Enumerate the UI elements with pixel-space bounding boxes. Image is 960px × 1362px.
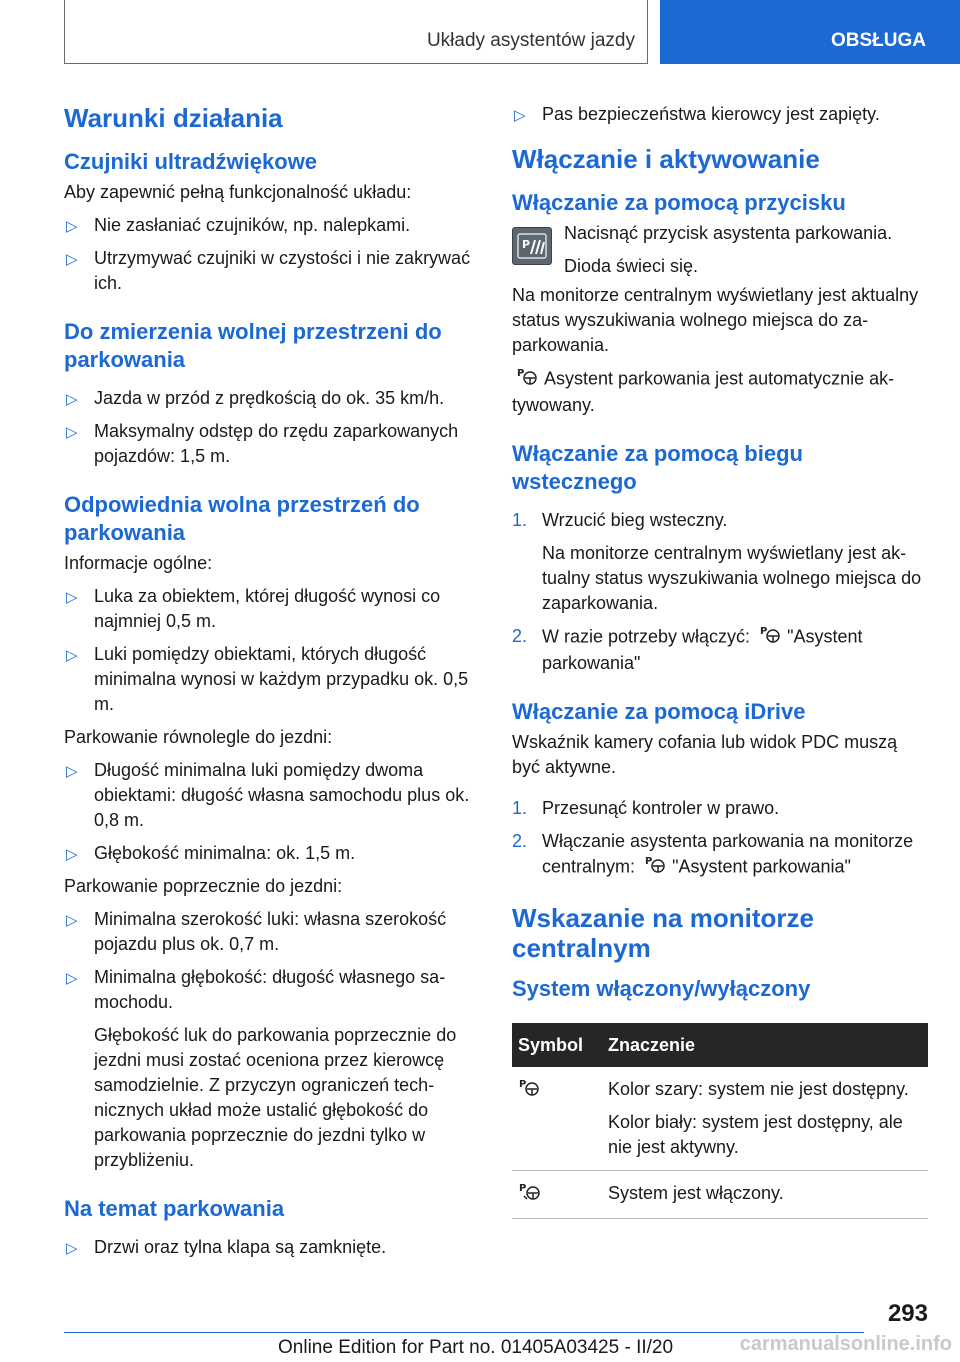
parallel-parking-label: Parkowanie równolegle do jezdni: [64, 727, 333, 747]
ultrasonic-intro: Aby zapewnić pełną funkcjonalność układu: [64, 182, 412, 202]
parking-assistant-button-icon [512, 227, 552, 265]
list-item: ▷ Długość minimalna luki pomiędzy dwoma obiektami: długość własna samochodu plus ok. 0,8 m. [66, 760, 470, 830]
list-item: ▷ Pas bezpieczeństwa kierowcy jest zapięty. [512, 102, 928, 127]
auto-activated-text: P Asystent parkowania jest automatycznie aktywowany. [512, 368, 895, 415]
list-item: 1. Wrzucić bieg wsteczny. Na monitorze centralnym wyświetlany jest aktualny status wyszukiwania wolnego miejsca do zaparkowania. [512, 510, 922, 613]
header-section-title: Układy asystentów jazdy [426, 30, 635, 51]
header-chapter-label: OBSŁUGA [831, 30, 926, 51]
meaning-cell: System jest włączony. [602, 1171, 928, 1219]
footer-edition: Online Edition for Part no. 01405A03425 - II/20 [278, 1337, 674, 1358]
list-item: ▷ Drzwi oraz tylna klapa są zamknięte. [64, 1235, 480, 1260]
parallel-parking-list [64, 758, 480, 866]
meaning-cell: Kolor szary: system nie jest dostępny. Kolor biały: system jest dostępny, ale nie jest aktywny. [602, 1067, 928, 1171]
svg-text:P: P [519, 1183, 527, 1194]
right-column [512, 102, 928, 1219]
idrive-steps [512, 796, 928, 881]
ultrasonic-list [64, 213, 480, 296]
heading-system-on-off: System włączony/wyłączony [512, 976, 811, 1001]
reverse-gear-steps [512, 508, 928, 676]
svg-text:P: P [760, 626, 768, 637]
list-item: 2. Włączanie asystenta parkowania na monitorze centralnym: P "Asystent parkowania" [512, 829, 928, 881]
general-info-label: Informacje ogólne: [64, 553, 213, 573]
bullet-triangle-icon: ▷ [66, 970, 78, 987]
button-instruction [512, 221, 928, 283]
list-item: ▷ Jazda w przód z prędkością do ok. 35 km/h. [64, 386, 480, 411]
title-operating-conditions: Warunki działania [64, 103, 283, 133]
list-item: ▷ Głębokość minimalna: ok. 1,5 m. [64, 841, 480, 866]
heading-by-reverse-gear: Włączanie za pomocą biegu wstecznego [512, 441, 803, 494]
status-display-text: Na monitorze centralnym wyświetlany jest aktualny status wyszukiwania wolnego miejsca do zaparkowania. [512, 285, 919, 355]
heading-measure-space: Do zmierzenia wolnej przestrzeni do parkowania [64, 319, 442, 372]
column-header-symbol: Symbol [512, 1023, 602, 1067]
idrive-intro: Wskaźnik kamery cofania lub widok PDC muszą być aktywne. [512, 732, 898, 777]
table-row [512, 1171, 928, 1219]
parking-assistant-icon [759, 624, 783, 651]
header-chapter-tab [660, 0, 960, 64]
measure-space-list [64, 386, 480, 469]
svg-text:P: P [522, 238, 531, 251]
bullet-triangle-icon: ▷ [66, 846, 78, 863]
bullet-triangle-icon: ▷ [66, 647, 78, 664]
bullet-triangle-icon: ▷ [66, 218, 78, 235]
bullet-triangle-icon: ▷ [66, 589, 78, 606]
title-switching-on: Włączanie i aktywowanie [512, 144, 820, 174]
list-item: ▷ Luki pomiędzy obiektami, których długość minimalna wynosi w każdym przypadku ok. 0,5 m. [66, 644, 469, 714]
watermark: carmanualsonline.info [739, 1333, 952, 1355]
list-item: ▷ Maksymalny odstęp do rzędu zaparkowanych pojazdów: 1,5 m. [66, 421, 459, 466]
bullet-triangle-icon: ▷ [66, 912, 78, 929]
parking-assistant-gray-icon [512, 1067, 602, 1171]
heading-ultrasonic-sensors: Czujniki ultradźwiękowe [64, 149, 318, 174]
seatbelt-list [512, 102, 928, 127]
bullet-triangle-icon: ▷ [66, 251, 78, 268]
list-item: ▷ Utrzymywać czujniki w czystości i nie zakrywać ich. [66, 248, 471, 293]
list-item: 1. Przesunąć kontroler w prawo. [512, 798, 780, 818]
led-on-text: Dioda świeci się. [564, 256, 699, 276]
list-item: 2. W razie potrzeby włączyć: P "Asystent parkowania" [512, 626, 863, 673]
left-column [64, 102, 480, 1268]
parking-assistant-active-icon [512, 1171, 602, 1219]
perpendicular-parking-label: Parkowanie poprzecznie do jezdni: [64, 876, 343, 896]
page-number: 293 [887, 1300, 928, 1327]
heading-by-button: Włączanie za pomocą przycisku [512, 190, 846, 215]
general-info-list [64, 584, 480, 717]
svg-text:P: P [519, 1079, 527, 1090]
svg-text:P: P [645, 856, 653, 867]
heading-about-parking: Na temat parkowania [64, 1196, 285, 1221]
about-parking-list [64, 1235, 480, 1260]
bullet-triangle-icon: ▷ [514, 107, 526, 124]
heading-suitable-space: Odpowiednia wolna przestrzeń do parkowania [64, 492, 420, 545]
bullet-triangle-icon: ▷ [66, 763, 78, 780]
press-button-text: Nacisnąć przycisk asystenta parkowania. [564, 223, 893, 243]
bullet-triangle-icon: ▷ [66, 424, 78, 441]
list-item: ▷ Minimalna szerokość luki: własna szerokość pojazdu plus ok. 0,7 m. [66, 909, 447, 954]
symbol-table [512, 1023, 928, 1219]
bullet-triangle-icon: ▷ [66, 1240, 78, 1257]
column-header-meaning: Znaczenie [602, 1023, 928, 1067]
bullet-triangle-icon: ▷ [66, 391, 78, 408]
list-item: ▷ Luka za obiektem, której długość wynosi co najmniej 0,5 m. [66, 586, 441, 631]
title-central-display: Wskazanie na monitorze centralnym [512, 903, 814, 963]
perpendicular-parking-list [64, 907, 480, 1173]
list-item: ▷ Minimalna głębokość: długość własnego samochodu. Głębokość luk do parkowania poprzecznie do jezdni musi zostać oceniona przez kierowcę samodzielnie. Z przyczyn ograniczeń technicznych układ może ustalić głębokość do parkowania poprzecznie do jezdni tylko w przybliżeniu. [64, 965, 480, 1173]
parking-assistant-icon [516, 366, 540, 393]
table-row [512, 1067, 928, 1171]
heading-by-idrive: Włączanie za pomocą iDrive [512, 699, 806, 724]
parking-assistant-icon [644, 854, 668, 881]
header-section-box [64, 0, 648, 64]
svg-text:P: P [517, 368, 525, 379]
perpendicular-note: Głębokość luk do parkowania poprzecznie do jezdni musi zostać oceniona przez kierowcę samodzielnie. Z przyczyn ograniczeń technicznych układ może ustalić głębokość do parkowania poprzecznie do jezdni tylko w przybliżeniu. [94, 1025, 457, 1170]
list-item: ▷ Nie zasłaniać czujników, np. nalepkami. [64, 213, 480, 238]
